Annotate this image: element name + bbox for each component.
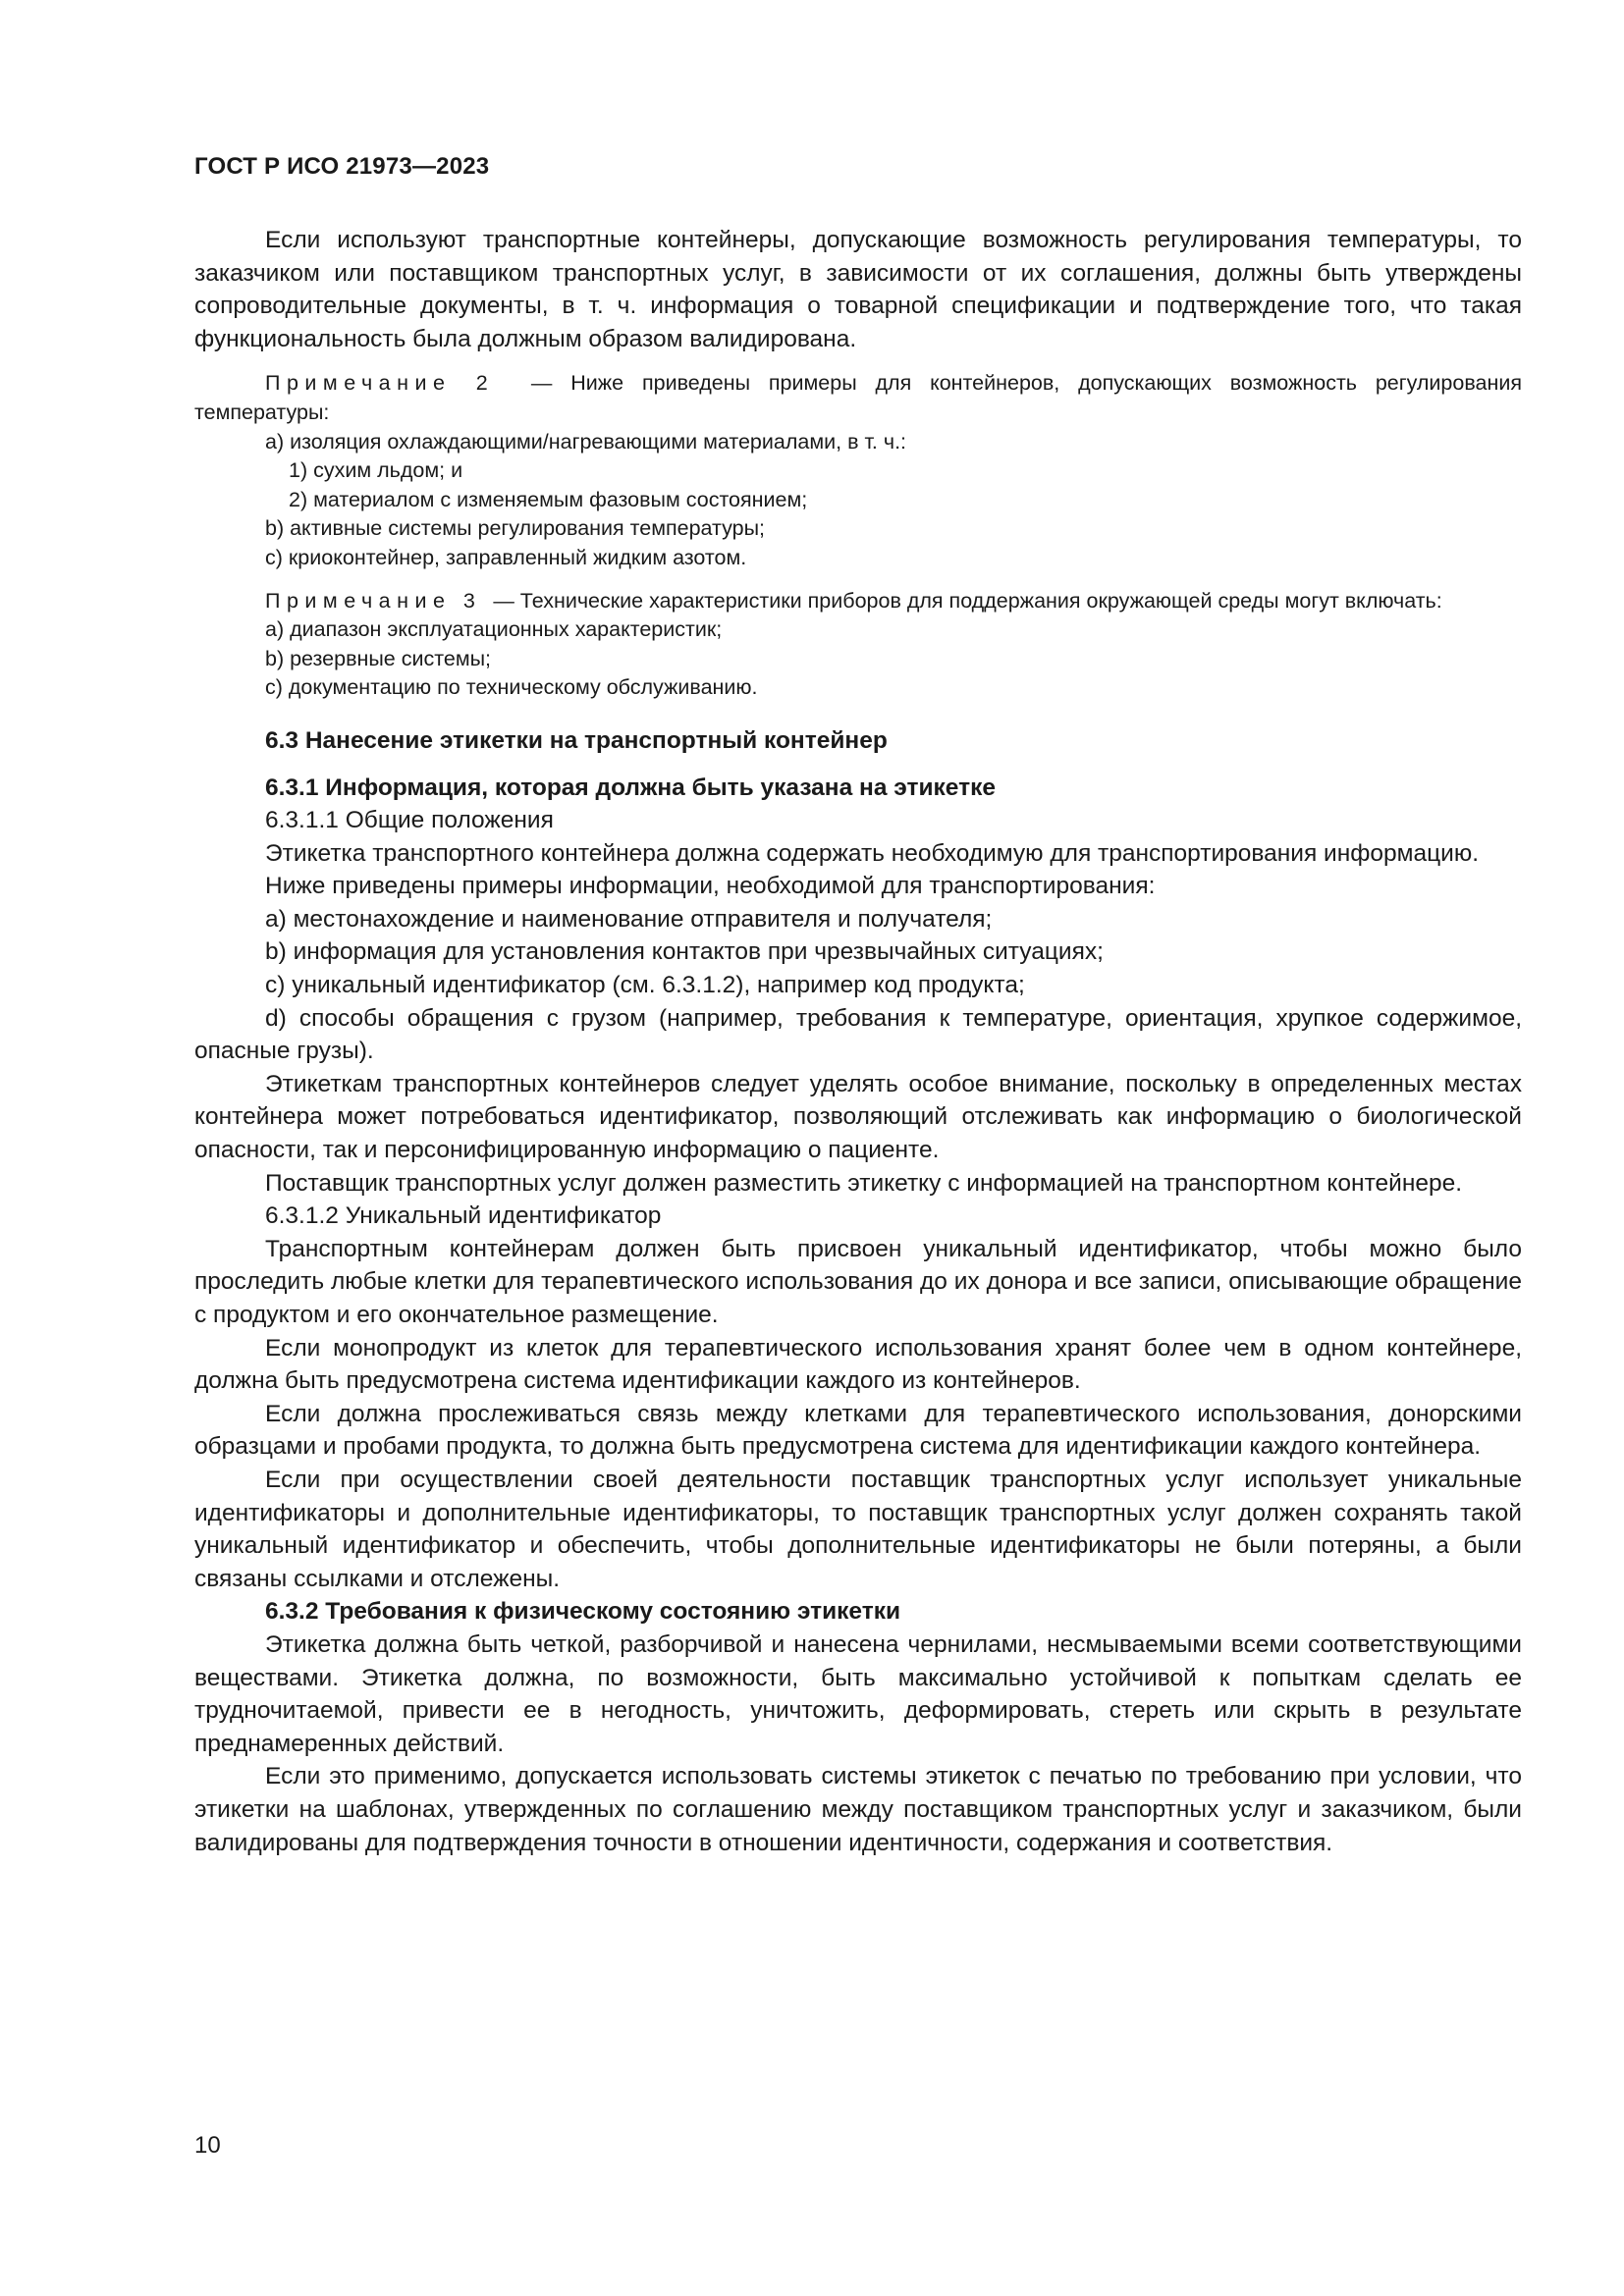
paragraph: Если это применимо, допускается использовать системы этикеток с печатью по требованию при условии, что этикетки на шаблонах, утвержденных по соглашению между поставщиком транспортных услуг и заказчиком, были валидированы для подтверждения точности в отношении идентичности, содержания и соответствия. (194, 1763, 1522, 1856)
note-2-item-c: c) криоконтейнер, заправленный жидким азотом. (265, 545, 747, 569)
note-2-subitem-1: 1) сухим льдом; и (289, 458, 463, 483)
paragraph: Этикетка транспортного контейнера должна содержать необходимую для транспортирования информацию. (265, 839, 1480, 867)
note-3 (194, 587, 1522, 616)
list-item: a) местонахождение и наименование отправителя и получателя; (265, 905, 993, 933)
note-2-text: — Ниже приведены примеры для контейнеров, допускающих возможность регулирования температуры: (194, 371, 1522, 424)
list-item: b) информация для установления контактов при чрезвычайных ситуациях; (265, 938, 1104, 966)
note-2 (194, 369, 1522, 427)
section-6-3-2-heading: 6.3.2 Требования к физическому состоянию этикетки (265, 1598, 901, 1626)
intro-paragraph: Если используют транспортные контейнеры, допускающие возможность регулирования температуры, то заказчиком или поставщиком транспортных услуг, в зависимости от их соглашения, должны быть утверждены сопроводительные документы, в т. ч. информация о товарной спецификации и подтверждение того, что такая функциональность была должным образом валидирована. (194, 227, 1522, 352)
paragraph: Этикеткам транспортных контейнеров следует уделять особое внимание, поскольку в определенных местах контейнера может потребоваться идентификатор, позволяющий отслеживать как информацию о биологической опасности, так и персонифицированную информацию о пациенте. (194, 1070, 1522, 1164)
note-2-subitem-2: 2) материалом с изменяемым фазовым состоянием; (289, 487, 808, 511)
paragraph: Если при осуществлении своей деятельности поставщик транспортных услуг использует уникальные идентификаторы и дополнительные идентификаторы, то поставщик транспортных услуг должен сохранять такой уникальный идентификатор и обеспечить, чтобы дополнительные идентификаторы не были потеряны, а были связаны ссылками и отслежены. (194, 1466, 1522, 1592)
note-2-item-b: b) активные системы регулирования температуры; (265, 516, 766, 541)
paragraph: Поставщик транспортных услуг должен разместить этикетку с информацией на транспортном контейнере. (265, 1169, 1463, 1197)
note-3-item-b: b) резервные системы; (265, 646, 492, 670)
document-header: ГОСТ Р ИСО 21973—2023 (194, 153, 490, 180)
list-item: c) уникальный идентификатор (см. 6.3.1.2), например код продукта; (265, 972, 1025, 999)
note-3-label: Примечание 3 (265, 588, 482, 613)
note-3-item-c: c) документацию по техническому обслуживанию. (265, 675, 758, 700)
note-2-item-a: a) изоляция охлаждающими/нагревающими материалами, в т. ч.: (265, 429, 907, 454)
document-body (194, 224, 1522, 1859)
paragraph: Если монопродукт из клеток для терапевтического использования хранят более чем в одном контейнере, должна быть предусмотрена система идентификации каждого из контейнеров. (194, 1334, 1522, 1395)
paragraph: Ниже приведены примеры информации, необходимой для транспортирования: (265, 873, 1156, 900)
note-3-text: — Технические характеристики приборов для поддержания окружающей среды могут включать: (493, 588, 1442, 613)
paragraph: Этикетка должна быть четкой, разборчивой и нанесена чернилами, несмываемыми всеми соответствующими веществами. Этикетка должна, по возможности, быть максимально устойчивой к попыткам сделать ее трудночитаемой, привести ее в негодность, уничтожить, деформировать, стереть или скрыть в результате преднамеренных действий. (194, 1630, 1522, 1757)
note-2-label: Примечание 2 (265, 371, 495, 396)
section-6-3-1-heading: 6.3.1 Информация, которая должна быть указана на этикетке (265, 774, 996, 801)
paragraph: Транспортным контейнерам должен быть присвоен уникальный идентификатор, чтобы можно было проследить любые клетки для терапевтического использования до их донора и все записи, описывающие обращение с продуктом и его окончательное размещение. (194, 1235, 1522, 1328)
list-item: d) способы обращения с грузом (например, требования к температуре, ориентация, хрупкое содержимое, опасные грузы). (194, 1004, 1522, 1065)
page-number: 10 (194, 2132, 221, 2159)
section-6-3-1-1-heading: 6.3.1.1 Общие положения (265, 807, 554, 834)
section-6-3-1-2-heading: 6.3.1.2 Уникальный идентификатор (265, 1202, 662, 1230)
section-6-3-heading: 6.3 Нанесение этикетки на транспортный контейнер (265, 726, 888, 754)
note-3-item-a: a) диапазон эксплуатационных характеристик; (265, 617, 723, 642)
paragraph: Если должна прослеживаться связь между клетками для терапевтического использования, донорскими образцами и пробами продукта, то должна быть предусмотрена система для идентификации каждого контейнера. (194, 1400, 1522, 1461)
